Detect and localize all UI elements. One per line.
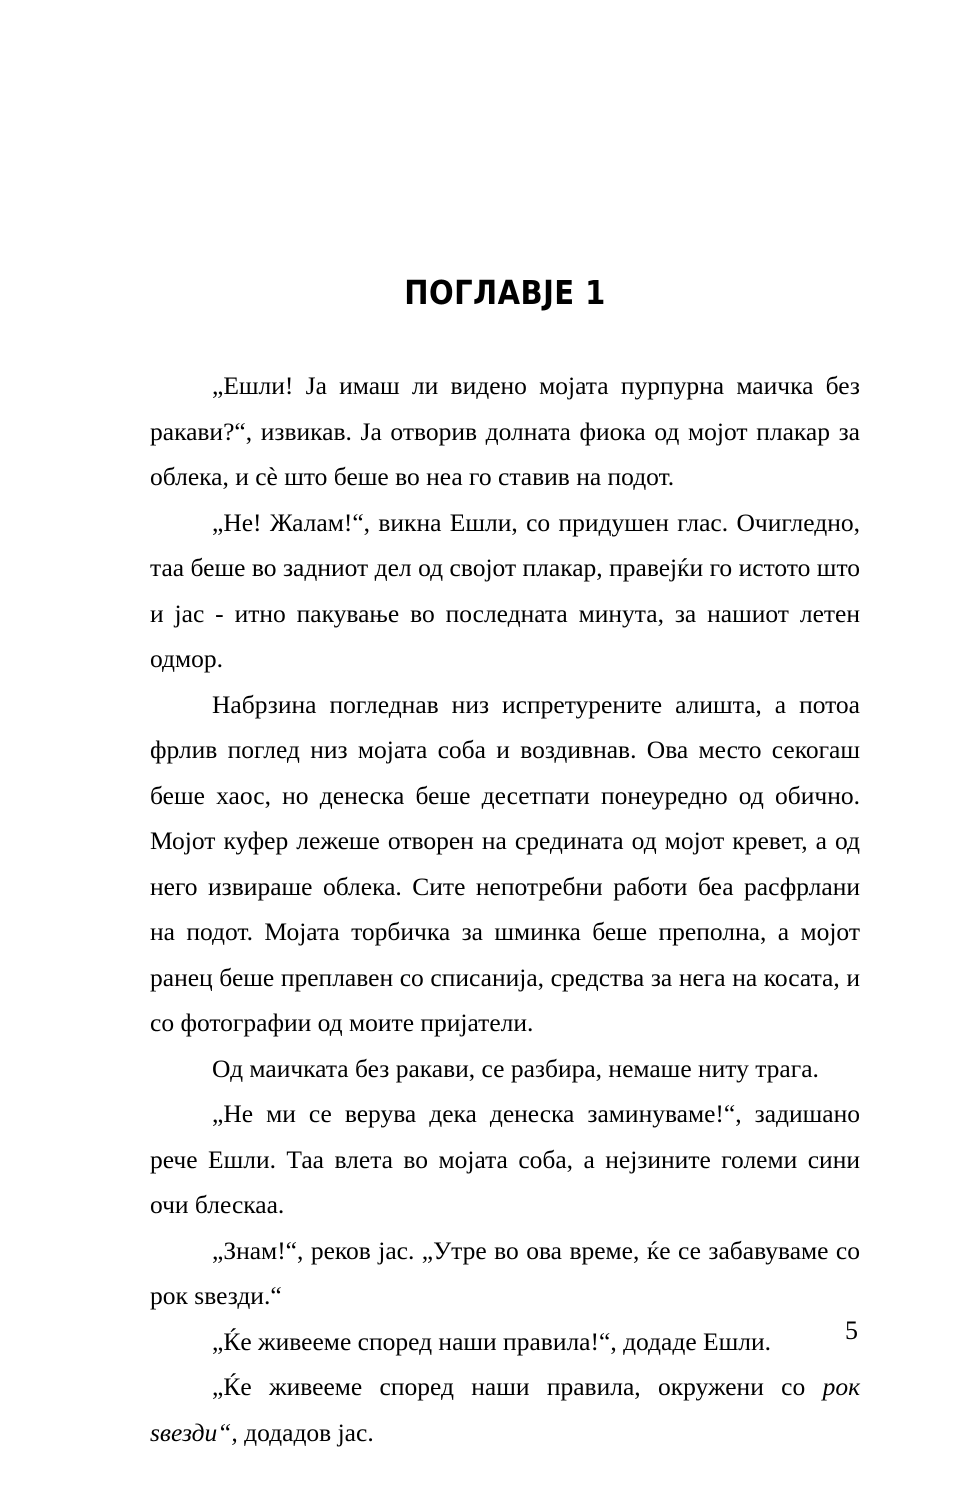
paragraph-2: „Не! Жалам!“, викна Ешли, со придушен глас. Очигледно, таа беше во задниот дел од својот плакар, правејќи го истото што и јас - итно пакување во последната минута, за нашиот летен одмор. [150,507,860,674]
paragraph-5: „Не ми се верува дека денеска заминуваме!“, задишано рече Ешли. Таа влета во мојата соба, а нејзините големи сини очи блескаа. [150,1099,860,1220]
chapter-title: ПОГЛАВЈЕ 1 [404,273,606,312]
paragraph-6: „Знам!“, реков јас. „Утре во ова време, ќе се забавуваме со рок ѕвезди.“ [150,1235,860,1311]
page-text-block [150,275,860,1455]
paragraph-1: „Ешли! Ја имаш ли видено мојата пурпурна маичка без ракави?“, извикав. Ја отворив долната фиока од мојот плакар за облека, и сѐ што беше во неа го ставив на подот. [150,371,860,492]
paragraph-8 [150,1364,860,1455]
paragraph-8-italic-phrase: рок ѕвезди“, [150,1372,860,1447]
paragraph-8-lead: „Ќе живееме според наши правила, окружени со [212,1372,823,1402]
paragraph-7: „Ќе живееме според наши правила!“, додаде Ешли. [212,1326,771,1356]
paragraph-4: Од маичката без ракави, се разбира, немаше ниту трага. [212,1053,819,1083]
page-number: 5 [845,1316,858,1345]
paragraph-8-tail: додадов јас. [237,1417,374,1447]
paragraph-3: Набрзина погледнав низ испретурените алишта, а потоа фрлив поглед низ мојата соба и воздивнав. Ова место секогаш беше хаос, но денеска беше десетпати понеуредно од обично. Мојот куфер лежеше отворен на средината од мојот кревет, а од него извираше облека. Сите непотребни работи беа расфрлани на подот. Мојата торбичка за шминка беше преполна, а мојот ранец беше преплавен со списанија, средства за нега на косата, и со фотографии од моите пријатели. [150,689,860,1038]
